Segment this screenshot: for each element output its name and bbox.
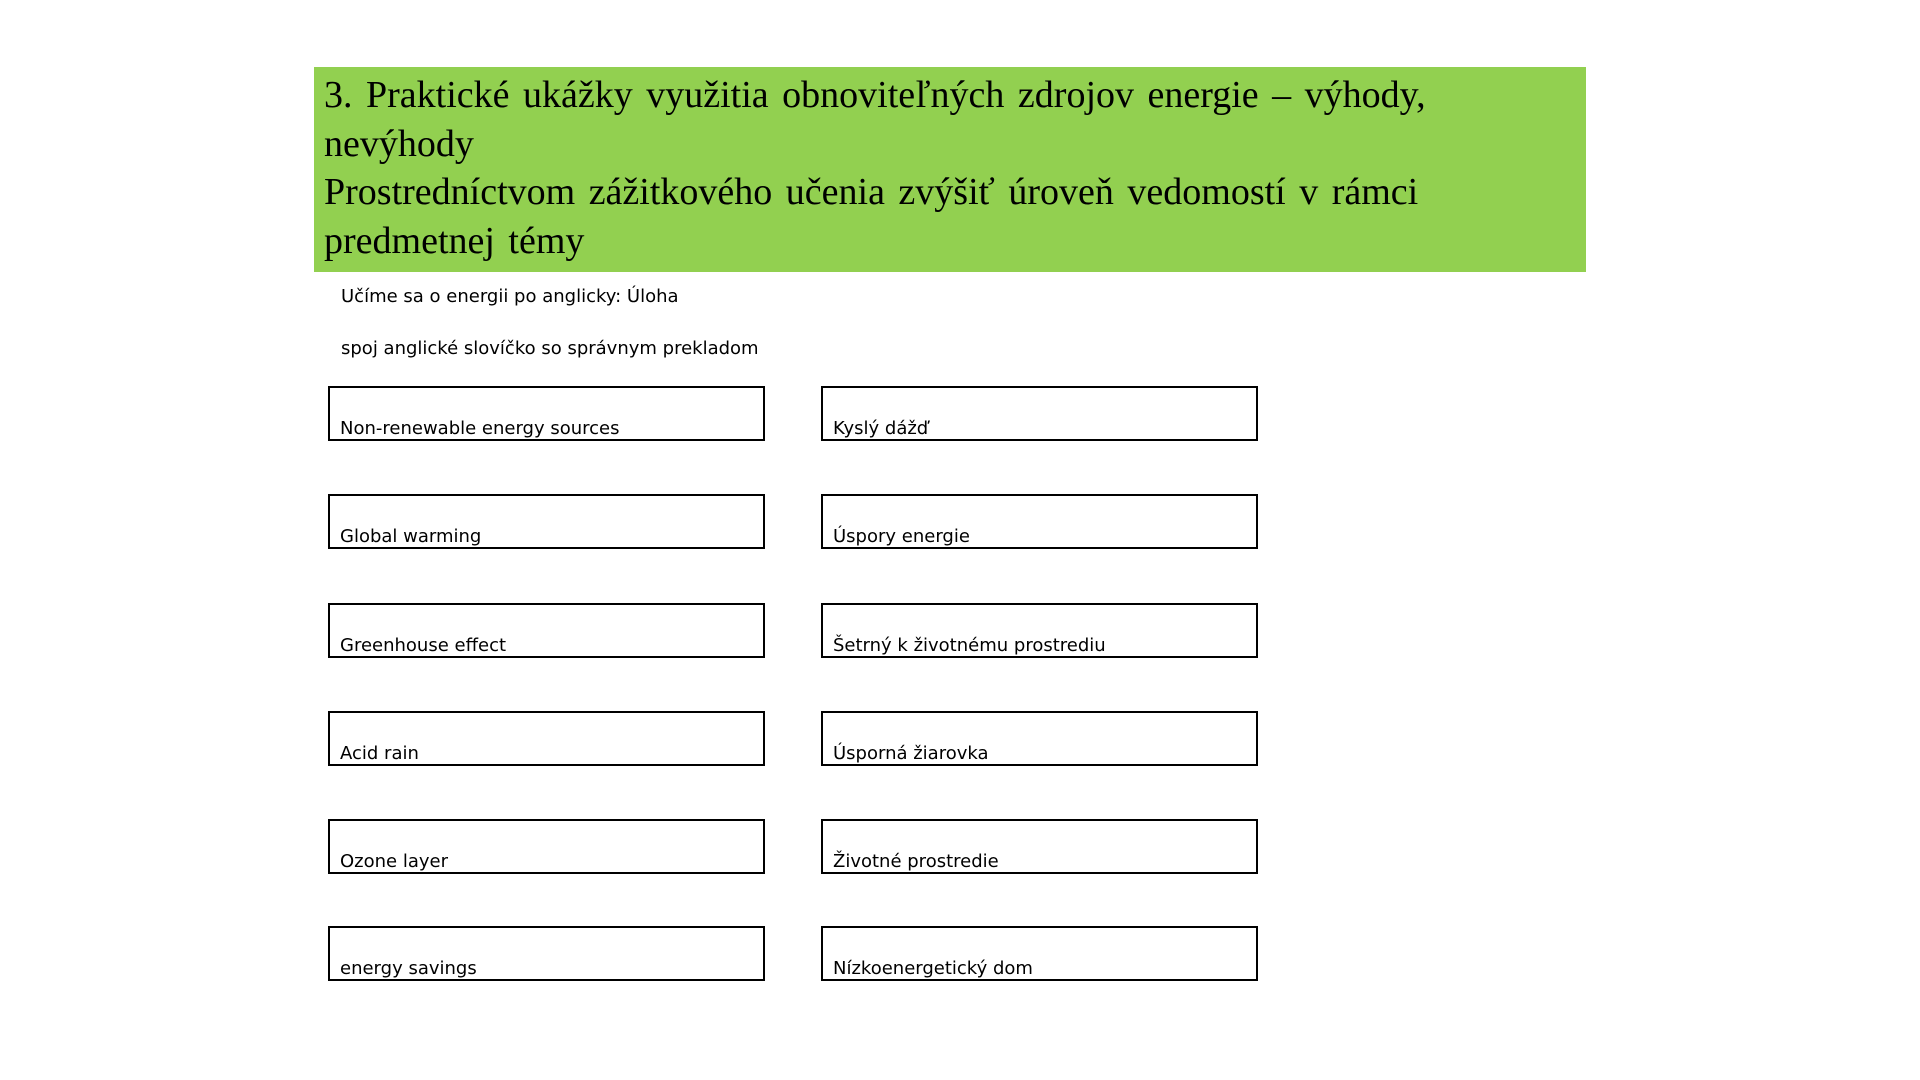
slovak-translation-label: Kyslý dážď: [833, 418, 929, 439]
header-title: [324, 71, 1484, 265]
english-term-label: Global warming: [340, 526, 482, 547]
header-title-line-1: 3. Praktické ukážky využitia obnoviteľných zdrojov energie – výhody,: [324, 74, 1426, 116]
english-term-box[interactable]: [328, 386, 765, 441]
english-term-box[interactable]: [328, 819, 765, 874]
header-subtitle-line-1: Prostredníctvom zážitkového učenia zvýšiť úroveň vedomostí v rámci: [324, 171, 1419, 213]
english-term-box[interactable]: [328, 494, 765, 549]
english-term-label: Acid rain: [340, 743, 419, 764]
slovak-translation-box[interactable]: [821, 711, 1258, 766]
slovak-translation-box[interactable]: [821, 819, 1258, 874]
slovak-translation-box[interactable]: [821, 494, 1258, 549]
english-term-box[interactable]: [328, 711, 765, 766]
slovak-translation-label: Úspory energie: [833, 526, 970, 547]
slovak-translation-box[interactable]: [821, 386, 1258, 441]
header-title-line-2: nevýhody: [324, 122, 474, 165]
english-term-box[interactable]: [328, 926, 765, 981]
english-term-label: Greenhouse effect: [340, 635, 507, 656]
slovak-translation-label: Šetrný k životnému prostrediu: [833, 635, 1106, 656]
slovak-translation-box[interactable]: [821, 926, 1258, 981]
task-instruction: spoj anglické slovíčko so správnym prekladom: [341, 338, 759, 359]
slovak-translation-label: Úsporná žiarovka: [833, 743, 989, 764]
english-term-label: Non-renewable energy sources: [340, 418, 620, 439]
english-term-label: energy savings: [340, 958, 477, 979]
slovak-translation-label: Nízkoenergetický dom: [833, 958, 1033, 979]
header-band: [314, 67, 1586, 272]
task-title: Učíme sa o energii po anglicky: Úloha: [341, 286, 679, 307]
english-term-box[interactable]: [328, 603, 765, 658]
english-term-label: Ozone layer: [340, 851, 448, 872]
slovak-translation-label: Životné prostredie: [833, 851, 999, 872]
header-subtitle-line-2: predmetnej témy: [324, 219, 585, 262]
slovak-translation-box[interactable]: [821, 603, 1258, 658]
